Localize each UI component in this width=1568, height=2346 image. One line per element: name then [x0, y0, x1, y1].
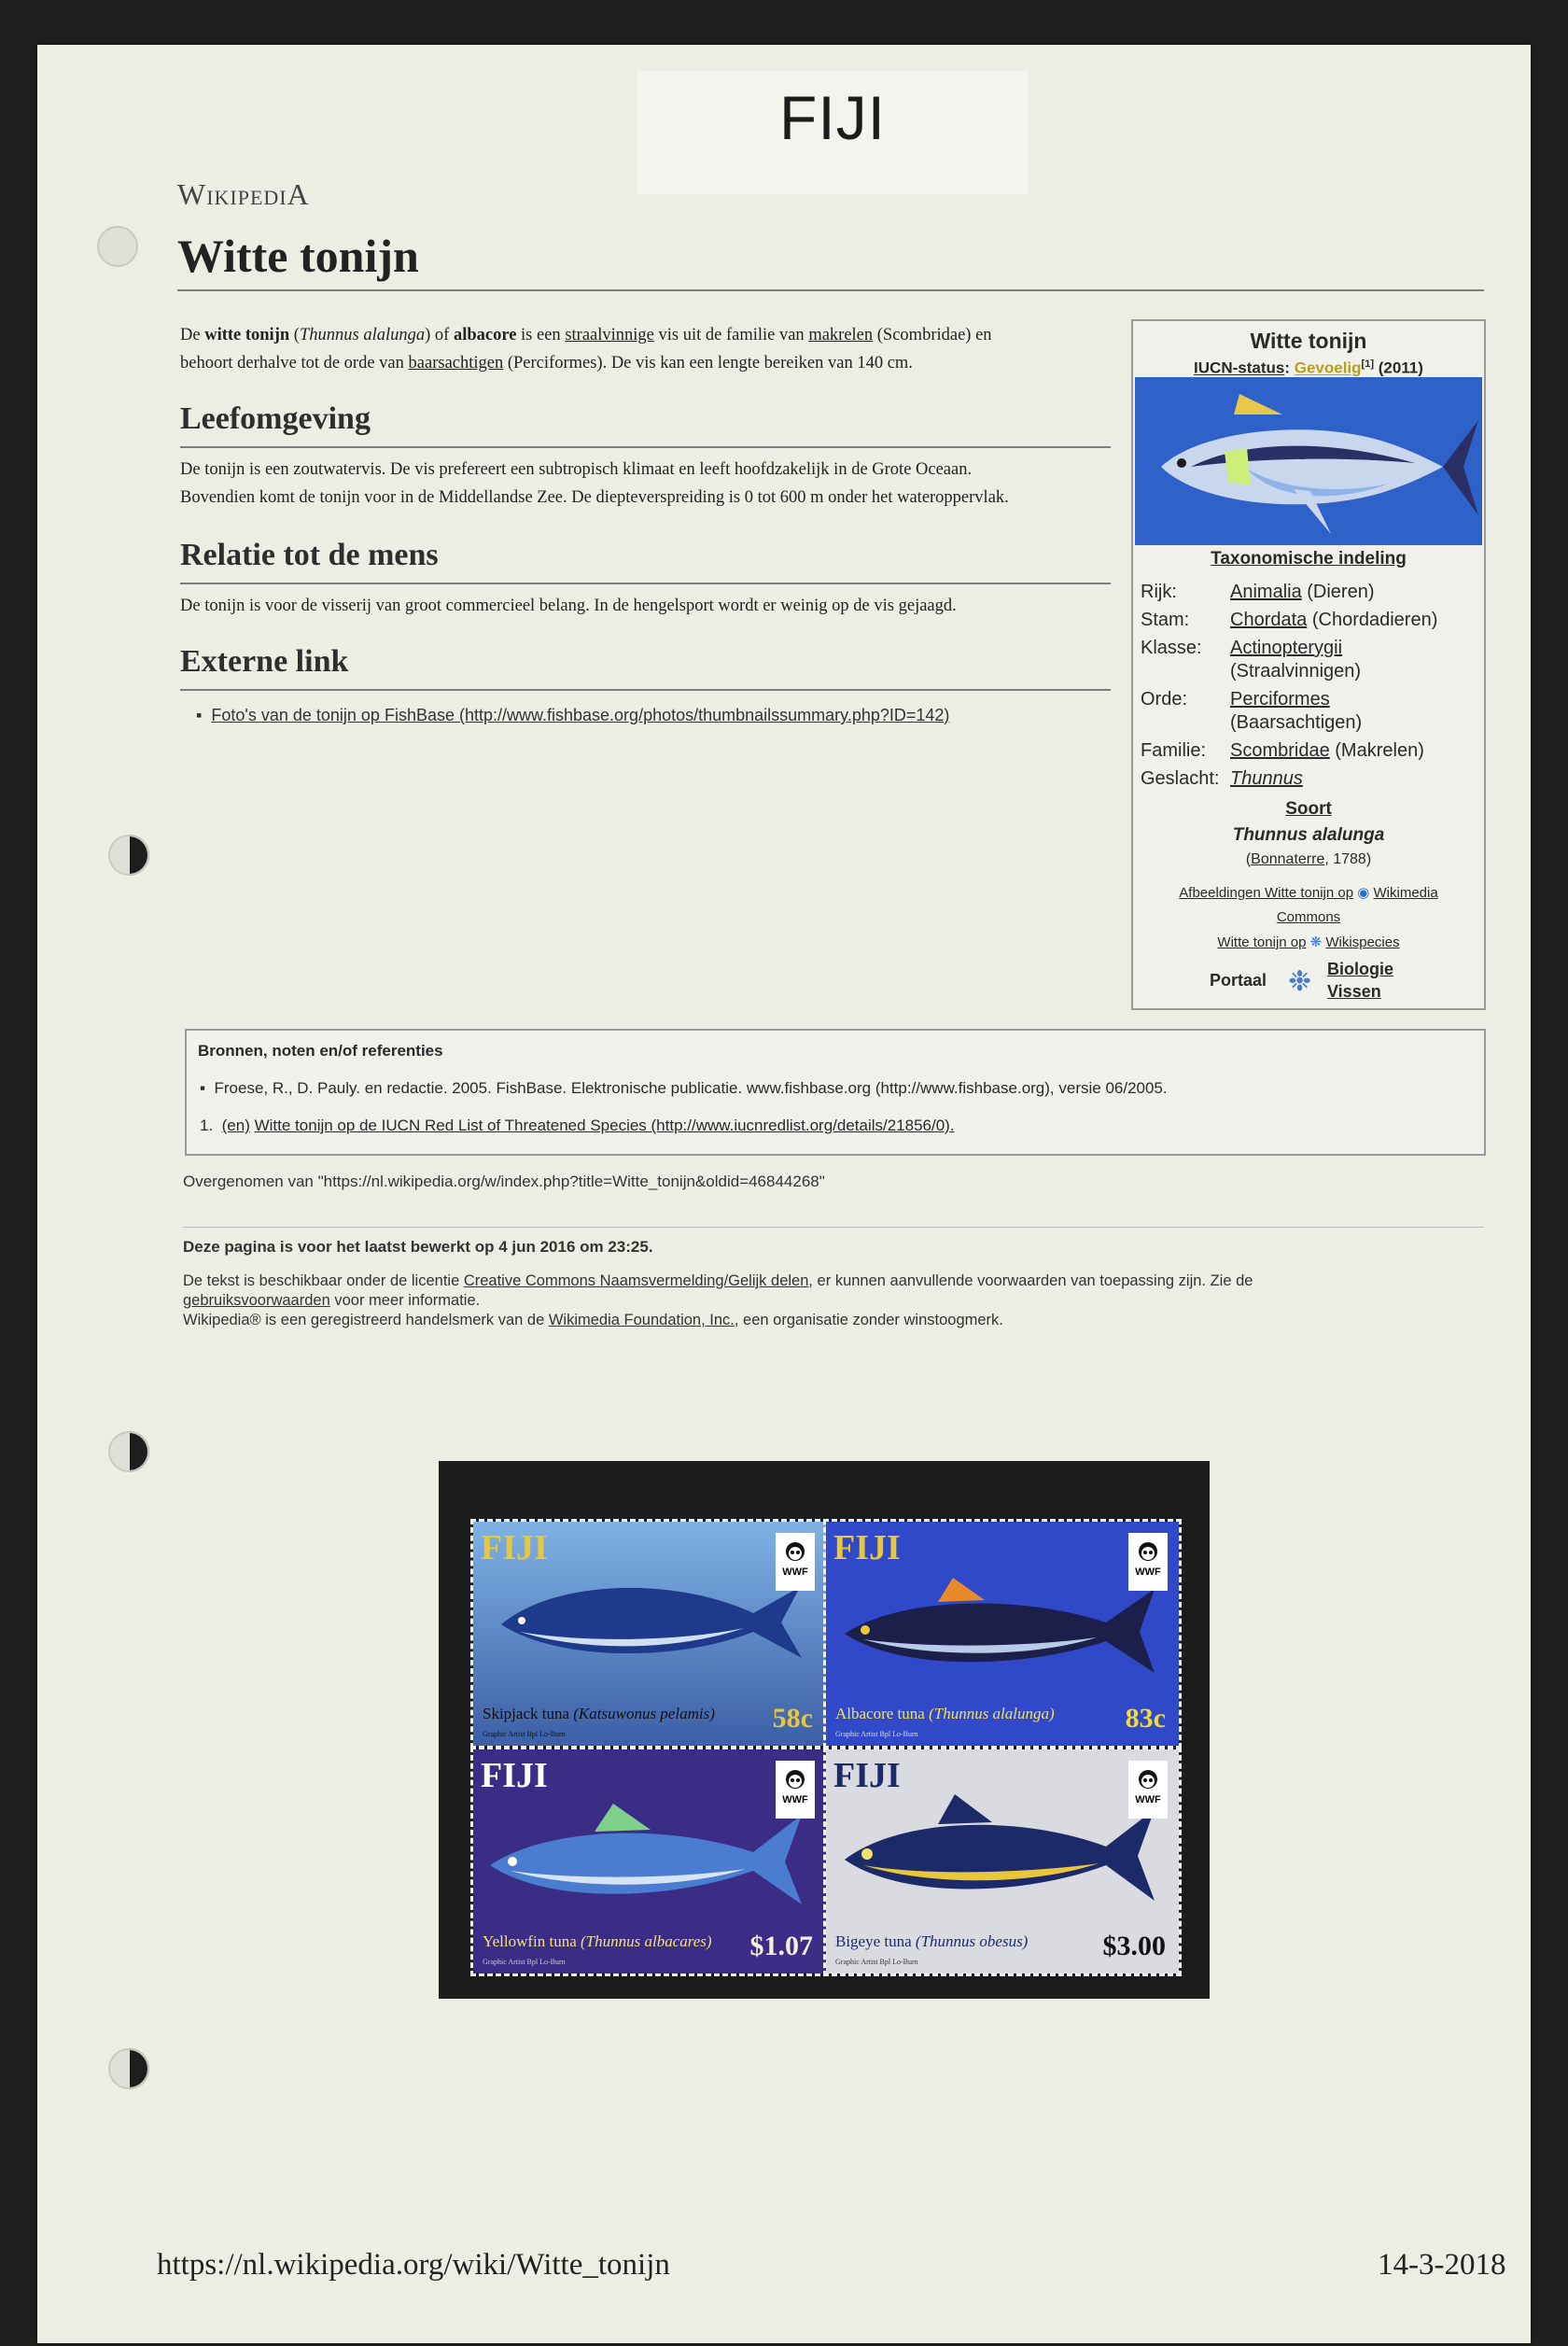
taxonomy-link[interactable]: Animalia [1230, 582, 1302, 602]
stamp-value: $3.00 [1102, 1931, 1166, 1961]
punch-hole [108, 1431, 149, 1472]
intro-bold: albacore [453, 326, 517, 344]
section-heading: Relatie tot de mens [180, 538, 439, 572]
country-label: FIJI [779, 83, 886, 152]
caption-common: Skipjack tuna [483, 1705, 574, 1722]
wikispecies-link[interactable]: Wikispecies [1325, 934, 1400, 950]
stamp-albacore-tuna [823, 1519, 1182, 1749]
wikimedia-foundation-link[interactable]: Wikimedia Foundation, Inc. [548, 1312, 735, 1328]
footer-divider [183, 1227, 1484, 1228]
taxonomy-value [1230, 637, 1482, 683]
stamp-country: FIJI [481, 1528, 548, 1567]
stamp-value: $1.07 [749, 1931, 813, 1961]
wwf-logo [1128, 1761, 1168, 1819]
wwf-logo [776, 1761, 815, 1819]
stamp-caption [483, 1932, 712, 1951]
caption-common: Yellowfin tuna [483, 1932, 581, 1950]
reference-link[interactable]: [1] [1361, 358, 1374, 370]
stamp-skipjack-tuna [470, 1519, 829, 1749]
stamp-bigeye-tuna [823, 1747, 1182, 1976]
taxonomy-key: Rijk: [1141, 582, 1177, 602]
taxonomy-value [1230, 609, 1482, 632]
section-text [180, 456, 1113, 512]
wikipedia-logo: WikipediA [177, 177, 310, 211]
section-text: De tonijn is voor de visserij van groot commercieel belang. In de hengelsport wordt er weinig op de vis gejaagd. [180, 597, 957, 615]
intro-text: behoort derhalve tot de orde van [180, 354, 409, 372]
stamp-credit: Graphic Artist Bpl Lo-Burn [835, 1730, 918, 1738]
intro-paragraph [180, 321, 1113, 377]
terms-of-use-link[interactable]: gebruiksvoorwaarden [183, 1292, 330, 1309]
caption-scientific: (Thunnus alalunga) [929, 1705, 1055, 1722]
wwf-logo [776, 1533, 815, 1591]
license-text [183, 1271, 1480, 1330]
commons-link[interactable]: Wikimedia [1373, 885, 1438, 901]
species-authority: (Bonnaterre, 1788) [1245, 851, 1372, 867]
iucn-separator: : [1284, 358, 1295, 377]
iucn-year: (2011) [1374, 358, 1423, 377]
portal-line [1210, 960, 1471, 1004]
stamp-caption [835, 1932, 1028, 1951]
stamp-credit: Graphic Artist Bpl Lo-Burn [483, 1958, 566, 1966]
albacore-image[interactable] [1135, 377, 1482, 545]
iucn-value-link[interactable]: Gevoelig [1294, 358, 1362, 377]
reference-item [200, 1079, 1168, 1098]
link-makrelen[interactable]: makrelen [808, 326, 874, 344]
caption-scientific: (Thunnus albacares) [581, 1932, 712, 1950]
license-text-part: , een organisatie zonder winstoogmerk. [734, 1312, 1003, 1328]
section-text-line: Bovendien komt de tonijn voor in de Middellandse Zee. De diepteverspreiding is 0 tot 600 m onder het wateroppervlak. [180, 488, 1009, 507]
reference-lang[interactable]: (en) [221, 1117, 250, 1134]
stamp-value: 58c [772, 1703, 813, 1734]
page-title: Witte tonijn [177, 230, 419, 282]
taxonomy-value [1230, 739, 1482, 763]
commons-icon: ◉ [1357, 885, 1370, 901]
infobox [1131, 319, 1486, 1010]
reference-number: 1. [200, 1117, 214, 1134]
panda-icon [1135, 1538, 1161, 1566]
taxonomy-note: (Chordadieren) [1307, 610, 1438, 630]
external-link-item [196, 706, 949, 725]
title-divider [177, 289, 1484, 291]
iucn-status [1133, 358, 1484, 378]
taxonomy-key: Orde: [1141, 689, 1188, 709]
intro-text: De [180, 326, 205, 344]
wwf-label: WWF [1135, 1566, 1161, 1578]
taxonomy-link[interactable]: Perciformes [1230, 689, 1330, 709]
commons-link[interactable]: Commons [1276, 909, 1341, 925]
intro-text: vis uit de familie van [653, 326, 809, 344]
last-edited: Deze pagina is voor het laatst bewerkt op 4 jun 2016 om 23:25. [183, 1238, 653, 1256]
license-text-part: voor meer informatie. [329, 1292, 481, 1309]
intro-bold: witte tonijn [204, 326, 290, 344]
taxonomy-link[interactable]: Chordata [1230, 610, 1308, 630]
portal-link-biologie[interactable]: Biologie [1327, 960, 1393, 978]
taxonomy-link[interactable]: Thunnus [1230, 768, 1303, 789]
punch-hole [97, 226, 138, 267]
references-title: Bronnen, noten en/of referenties [198, 1042, 443, 1060]
caption-common: Bigeye tuna [835, 1932, 916, 1950]
stamp-country: FIJI [833, 1528, 901, 1567]
albacore-fish-illustration [1135, 377, 1482, 545]
wwf-logo [1128, 1533, 1168, 1591]
stamp-country: FIJI [481, 1756, 548, 1795]
stamp-yellowfin-tuna [470, 1747, 829, 1976]
portal-link-vissen[interactable]: Vissen [1327, 982, 1381, 1001]
portal-label: Portaal [1210, 971, 1267, 990]
references-box [185, 1029, 1486, 1156]
soort-heading[interactable]: Soort [1285, 799, 1332, 819]
stamp-value: 83c [1125, 1703, 1166, 1734]
commons-line [1133, 881, 1484, 930]
stamp-caption [835, 1705, 1055, 1723]
taxonomy-note: (Baarsachtigen) [1230, 712, 1363, 733]
species-name: Thunnus alalunga [1232, 825, 1385, 845]
bullet-icon: ▪ [200, 1079, 215, 1097]
intro-text: is een [516, 326, 566, 344]
license-text-part: , er kunnen aanvullende voorwaarden van toepassing zijn. Zie de [808, 1272, 1253, 1289]
panda-icon [782, 1766, 808, 1794]
panda-icon [782, 1538, 808, 1566]
taxonomy-value [1230, 688, 1482, 735]
stamp-credit: Graphic Artist Bpl Lo-Burn [483, 1730, 566, 1738]
reference-note [200, 1117, 955, 1135]
stamp-country: FIJI [833, 1756, 901, 1795]
wikispecies-icon: ❋ [1309, 934, 1323, 950]
stamp-caption [483, 1705, 715, 1723]
caption-scientific: (Katsuwonus pelamis) [573, 1705, 715, 1722]
section-divider [180, 689, 1111, 691]
taxonomy-key: Geslacht: [1141, 768, 1220, 789]
panda-icon [1135, 1766, 1161, 1794]
taxonomy-note: (Dieren) [1301, 582, 1375, 602]
license-text-part: Wikipedia® is een geregistreerd handelsmerk van de [183, 1312, 549, 1328]
punch-hole [108, 2048, 149, 2089]
intro-text: ( [289, 326, 300, 344]
retrieved-from: Overgenomen van "https://nl.wikipedia.org/w/index.php?title=Witte_tonijn&oldid=46844268" [183, 1173, 825, 1190]
print-date: 14-3-2018 [1378, 2248, 1506, 2282]
cc-license-link[interactable]: Creative Commons Naamsvermelding/Gelijk delen [463, 1272, 809, 1289]
intro-text: (Scombridae) en [873, 326, 992, 344]
caption-common: Albacore tuna [835, 1705, 930, 1722]
caption-scientific: (Thunnus obesus) [915, 1932, 1029, 1950]
link-baarsachtigen[interactable]: baarsachtigen [408, 354, 504, 372]
section-heading: Leefomgeving [180, 401, 371, 436]
fishbase-link[interactable]: Foto's van de tonijn op FishBase (http://www.fishbase.org/photos/thumbnailssummary.php?ID=142) [211, 706, 950, 724]
wwf-label: WWF [1135, 1794, 1161, 1805]
taxonomy-note: (Makrelen) [1329, 740, 1424, 761]
iucn-link[interactable]: IUCN-status [1194, 358, 1285, 377]
authority-link[interactable]: Bonnaterre [1251, 851, 1325, 867]
taxonomy-link[interactable]: Scombridae [1230, 740, 1330, 761]
wikispecies-text-link[interactable]: Witte tonijn op [1217, 934, 1307, 950]
taxonomy-value [1230, 581, 1482, 604]
iucn-redlist-link[interactable]: Witte tonijn op de IUCN Red List of Threatened Species (http://www.iucnredlist.org/details/21856/0). [254, 1117, 955, 1134]
stamp-block [439, 1461, 1210, 1999]
authority-year: , 1788 [1324, 851, 1366, 867]
section-heading: Externe link [180, 644, 349, 679]
section-divider [180, 583, 1111, 584]
source-url: https://nl.wikipedia.org/wiki/Witte_tonijn [157, 2248, 670, 2282]
intro-text: ) of [425, 326, 454, 344]
intro-text: (Perciformes). De vis kan een lengte bereiken van 140 cm. [503, 354, 913, 372]
taxonomy-key: Stam: [1141, 610, 1190, 630]
link-straalvinnige[interactable]: straalvinnige [565, 326, 654, 344]
stamp-credit: Graphic Artist Bpl Lo-Burn [835, 1958, 918, 1966]
punch-hole [108, 835, 149, 876]
reference-text: Froese, R., D. Pauly. en redactie. 2005. FishBase. Elektronische publicatie. www.fishbase.org (http://www.fishbase.org), versie 06/2005. [214, 1079, 1168, 1097]
taxonomy-heading[interactable]: Taxonomische indeling [1211, 549, 1407, 569]
wikispecies-line [1133, 934, 1484, 950]
intro-italic: Thunnus alalunga [299, 326, 426, 344]
taxonomy-key: Klasse: [1141, 638, 1202, 658]
portal-icon: ❉ [1288, 966, 1312, 997]
section-divider [180, 446, 1111, 448]
taxonomy-note: (Straalvinnigen) [1230, 661, 1362, 681]
license-text-part: De tekst is beschikbaar onder de licentie [183, 1272, 464, 1289]
section-text-line: De tonijn is een zoutwatervis. De vis prefereert een subtropisch klimaat en leeft hoofdzakelijk in de Grote Oceaan. [180, 460, 973, 479]
taxonomy-link[interactable]: Actinopterygii [1230, 638, 1343, 658]
taxonomy-value [1230, 767, 1482, 791]
commons-text-link[interactable]: Afbeeldingen Witte tonijn op [1179, 885, 1354, 901]
infobox-title: Witte tonijn [1250, 329, 1367, 353]
wwf-label: WWF [782, 1566, 808, 1578]
taxonomy-key: Familie: [1141, 740, 1207, 761]
wwf-label: WWF [782, 1794, 808, 1805]
bullet-icon: ▪ [196, 706, 212, 724]
